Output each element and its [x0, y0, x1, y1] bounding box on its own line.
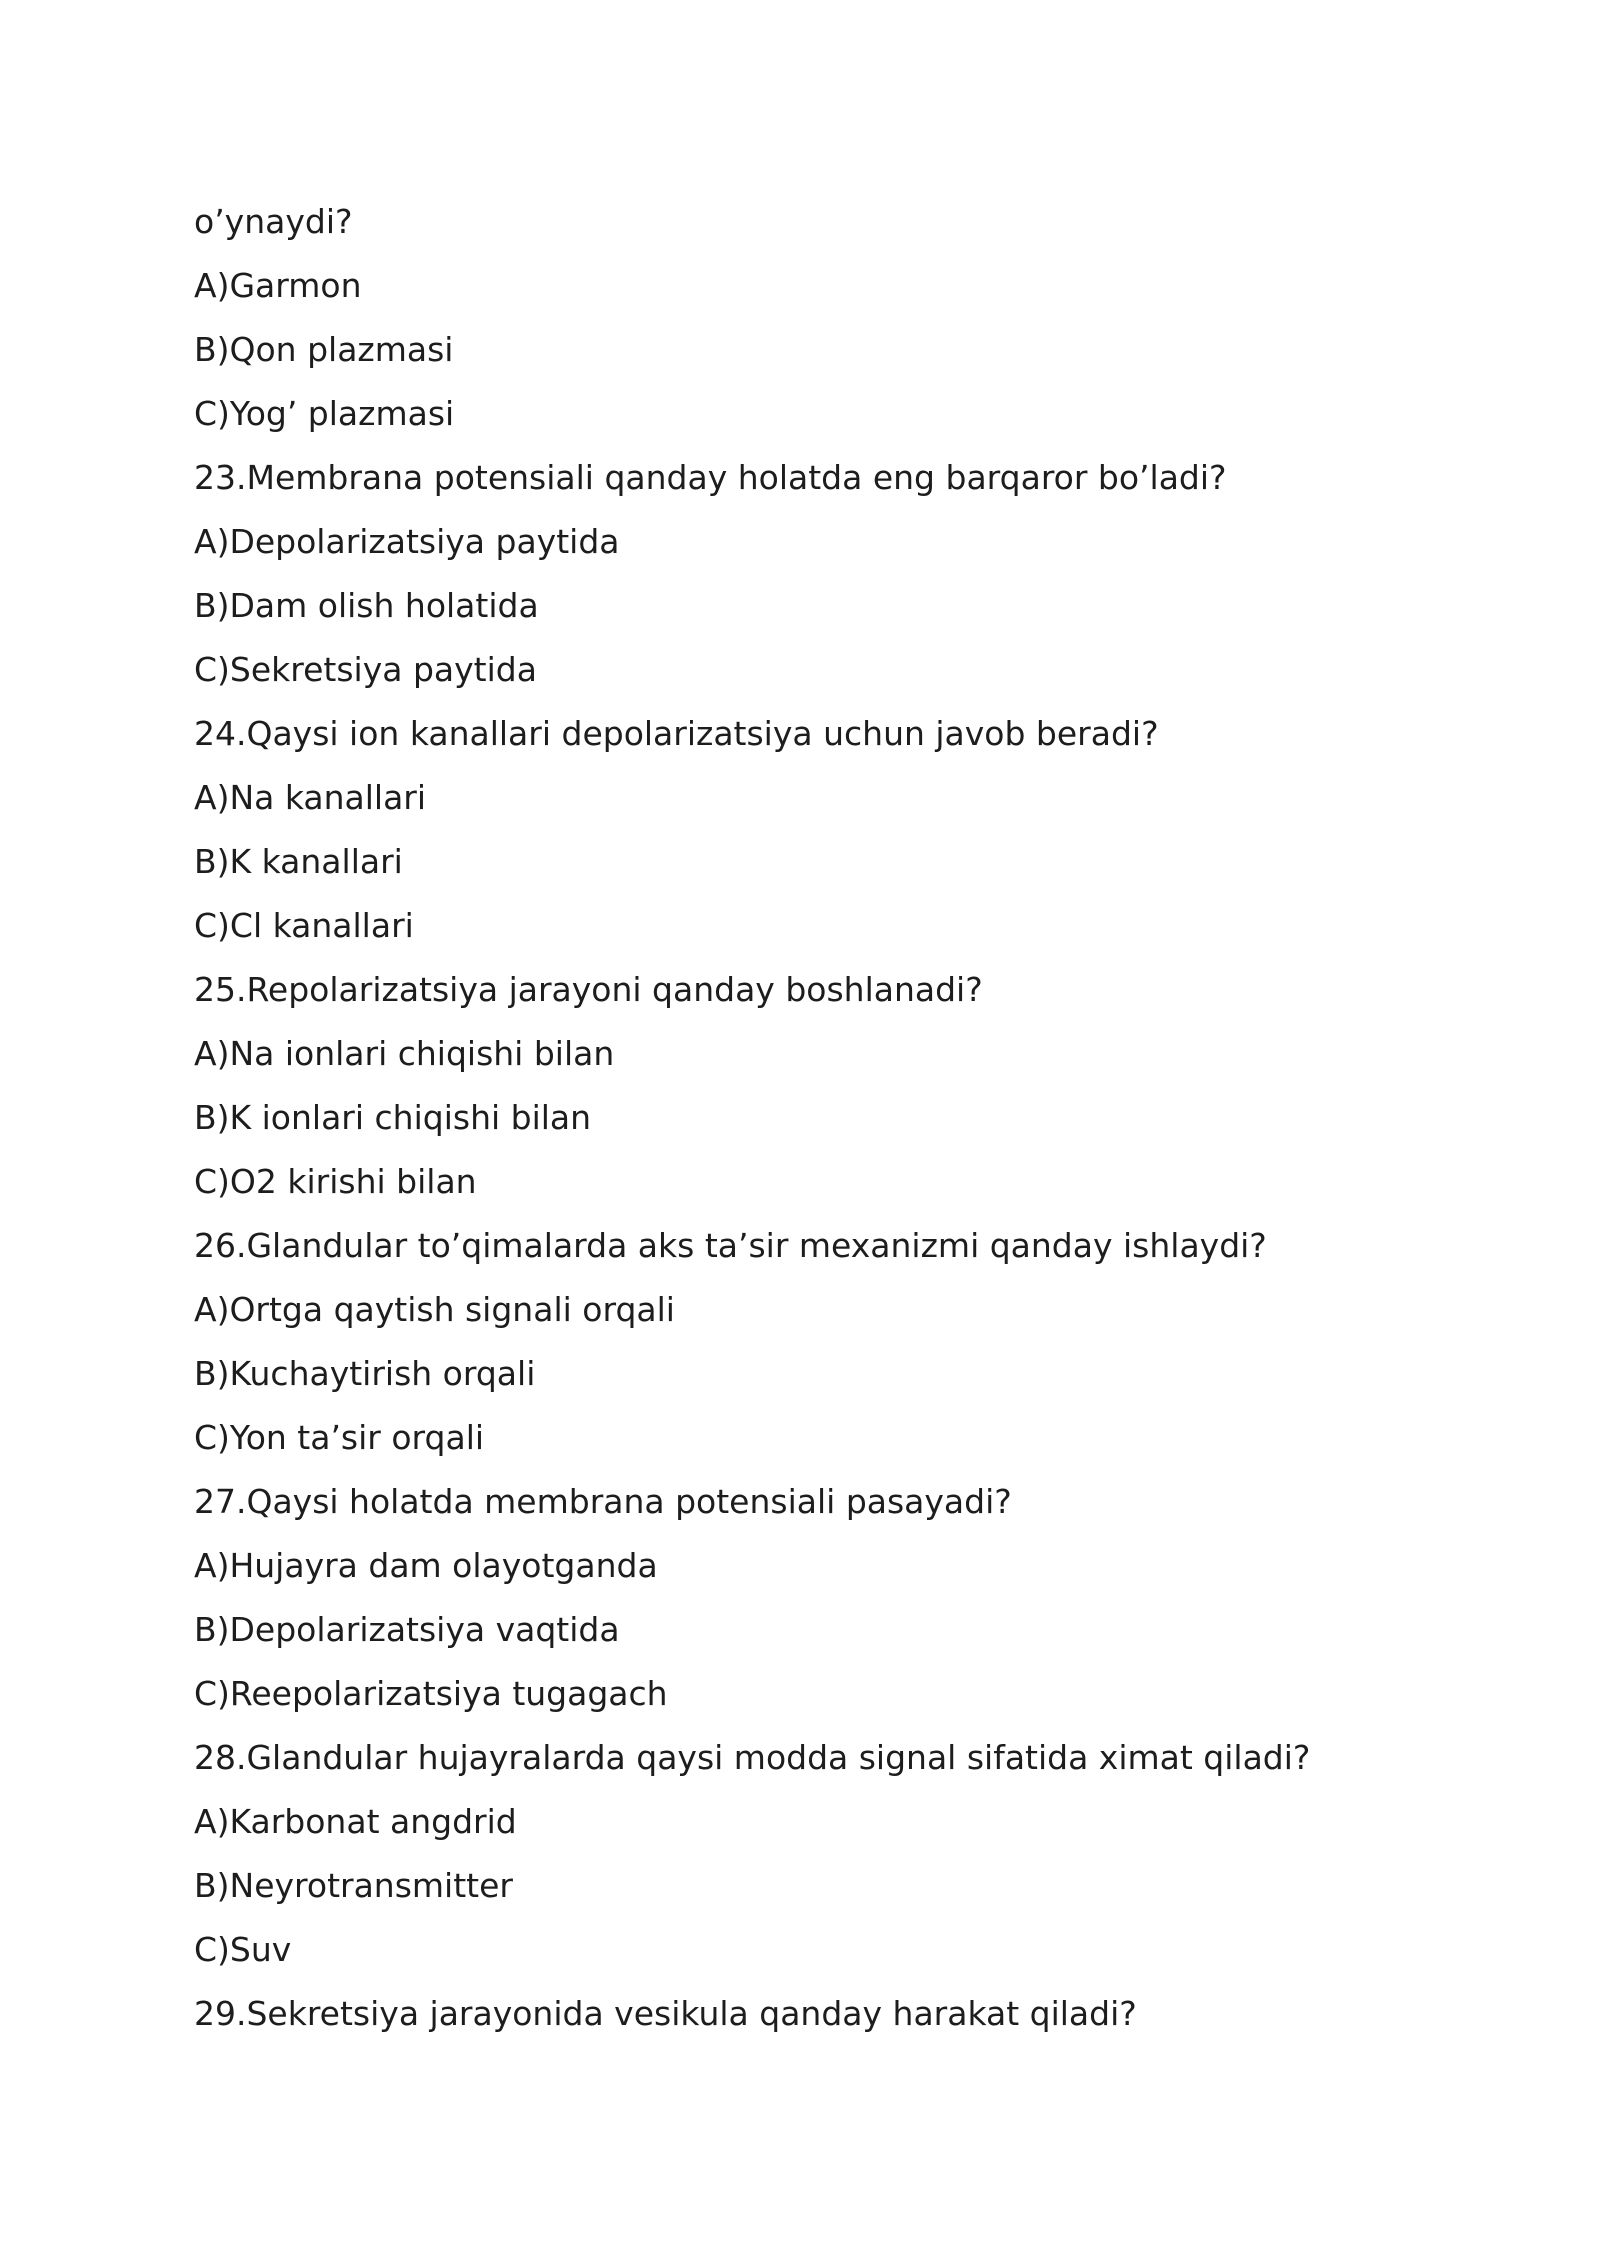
question-27: 27.Qaysi holatda membrana potensiali pasayadi?	[194, 1482, 1012, 1521]
answer-option: B)Qon plazmasi	[194, 330, 454, 369]
question-26: 26.Glandular to’qimalarda aks ta’sir mexanizmi qanday ishlaydi?	[194, 1226, 1267, 1265]
question-28: 28.Glandular hujayralarda qaysi modda signal sifatida ximat qiladi?	[194, 1738, 1311, 1777]
question-23: 23.Membrana potensiali qanday holatda eng barqaror bo’ladi?	[194, 458, 1227, 497]
answer-option: C)Yog’ plazmasi	[194, 394, 455, 433]
answer-option: C)Sekretsiya paytida	[194, 650, 537, 689]
answer-option: B)Kuchaytirish orqali	[194, 1354, 536, 1393]
answer-option: B)Neyrotransmitter	[194, 1866, 513, 1905]
answer-option: B)K kanallari	[194, 842, 403, 881]
answer-option: B)Depolarizatsiya vaqtida	[194, 1610, 620, 1649]
answer-option: C)Cl kanallari	[194, 906, 414, 945]
answer-option: A)Depolarizatsiya paytida	[194, 522, 620, 561]
question-continuation: o’ynaydi?	[194, 202, 353, 241]
question-24: 24.Qaysi ion kanallari depolarizatsiya uchun javob beradi?	[194, 714, 1159, 753]
answer-option: A)Karbonat angdrid	[194, 1802, 517, 1841]
document-text	[194, 190, 1494, 2046]
answer-option: A)Garmon	[194, 266, 362, 305]
answer-option: C)Yon ta’sir orqali	[194, 1418, 485, 1457]
answer-option: B)Dam olish holatida	[194, 586, 539, 625]
answer-option: A)Na kanallari	[194, 778, 427, 817]
answer-option: A)Hujayra dam olayotganda	[194, 1546, 658, 1585]
question-29: 29.Sekretsiya jarayonida vesikula qanday harakat qiladi?	[194, 1994, 1137, 2033]
question-25: 25.Repolarizatsiya jarayoni qanday boshlanadi?	[194, 970, 983, 1009]
answer-option: C)Reepolarizatsiya tugagach	[194, 1674, 668, 1713]
answer-option: A)Na ionlari chiqishi bilan	[194, 1034, 615, 1073]
answer-option: A)Ortga qaytish signali orqali	[194, 1290, 675, 1329]
answer-option: C)O2 kirishi bilan	[194, 1162, 477, 1201]
answer-option: C)Suv	[194, 1930, 292, 1969]
answer-option: B)K ionlari chiqishi bilan	[194, 1098, 592, 1137]
